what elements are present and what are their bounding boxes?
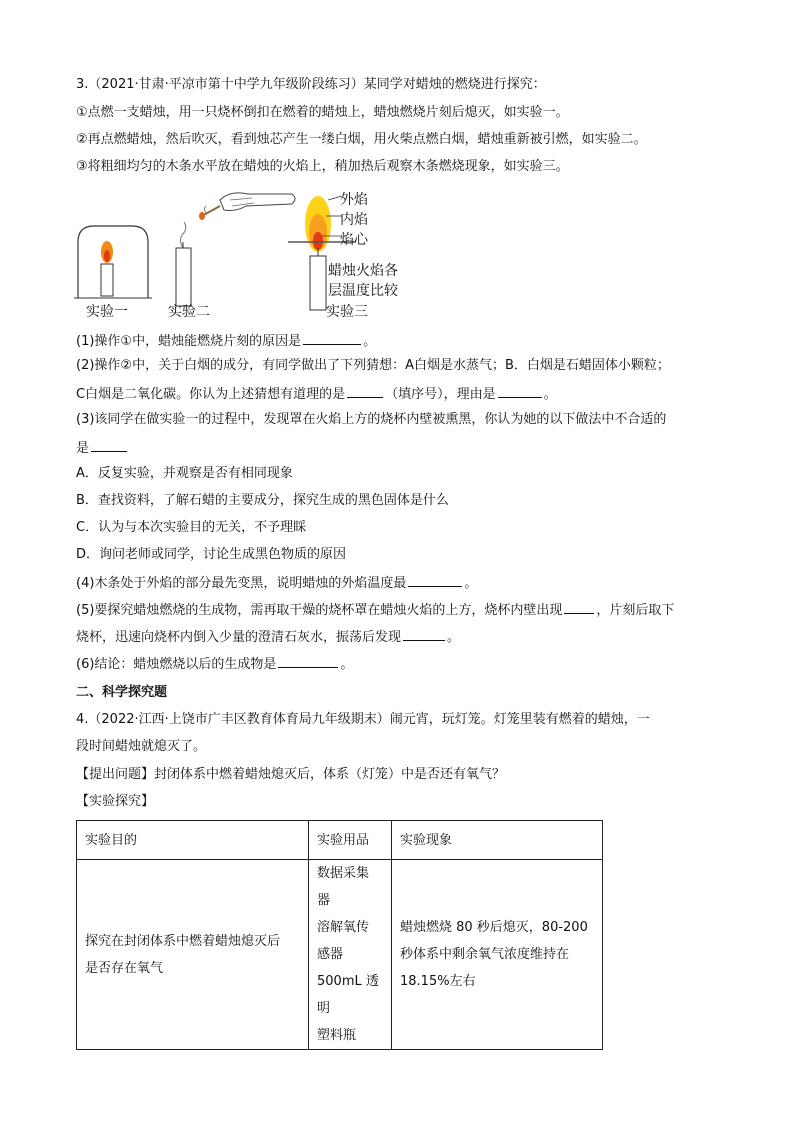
inner-flame-label: 内焰 xyxy=(340,212,368,228)
step-2: ②再点燃蜡烛，然后吹灭，看到烛芯产生一缕白烟，用火柴点燃白烟，蜡烛重新被引燃，如实验二。 xyxy=(76,132,647,147)
experiment-2-drawing xyxy=(176,193,295,306)
table-header-row xyxy=(77,821,603,860)
answer-blank[interactable] xyxy=(303,331,361,345)
sub-question-3-line-2: 是 xyxy=(76,438,129,458)
answer-blank[interactable] xyxy=(408,573,462,587)
answer-blank[interactable] xyxy=(403,627,445,641)
sub-question-5-line-1: (5)要探究蜡烛燃烧的生成物，需再取干燥的烧杯罩在蜡烛火焰的上方，烧杯内壁出现 ，片刻后取下 xyxy=(76,600,674,620)
answer-blank[interactable] xyxy=(91,438,127,452)
caption-experiment-1: 实验一 xyxy=(86,304,128,320)
answer-blank[interactable] xyxy=(278,654,338,668)
problem-statement: 【提出问题】封闭体系中燃着蜡烛熄灭后，体系（灯笼）中是否还有氧气？ xyxy=(76,767,506,782)
sub-question-1: (1)操作①中，蜡烛能燃烧片刻的原因是 。 xyxy=(76,331,376,351)
header-phenomenon: 实验现象 xyxy=(392,821,603,860)
experiment-1-drawing xyxy=(74,226,152,298)
cell-phenomenon: 蜡烛燃烧 80 秒后熄灭，80-200 秒体系中剩余氧气浓度维持在 18.15%左右 xyxy=(392,860,603,1050)
answer-blank[interactable] xyxy=(564,600,594,614)
option-c: C．认为与本次实验目的无关，不予理睬 xyxy=(76,520,307,535)
question-4-line-1: 4.（2022·江西·上饶市广丰区教育体育局九年级期末）闹元宵，玩灯笼。灯笼里装有燃着的蜡烛，一 xyxy=(76,712,650,727)
step-3: ③将粗细均匀的木条水平放在蜡烛的火焰上，稍加热后观察木条燃烧现象，如实验三。 xyxy=(76,159,569,174)
caption-experiment-3: 实验三 xyxy=(326,304,368,320)
header-tools: 实验用品 xyxy=(309,821,392,860)
table-row xyxy=(77,860,603,1050)
header-purpose: 实验目的 xyxy=(77,821,309,860)
flame-core-label: 焰心 xyxy=(340,232,368,248)
cell-purpose: 探究在封闭体系中燃着蜡烛熄灭后 是否存在氧气 xyxy=(77,860,309,1050)
question-4-line-2: 段时间蜡烛就熄灭了。 xyxy=(76,739,207,754)
section-title: 二、科学探究题 xyxy=(76,685,168,700)
sub-question-3-line-1: (3)该同学在做实验一的过程中，发现罩在火焰上方的烧杯内壁被熏黑，你认为她的以下做法中不合适的 xyxy=(76,412,667,427)
step-1: ①点燃一支蜡烛，用一只烧杯倒扣在燃着的蜡烛上，蜡烛燃烧片刻后熄灭，如实验一。 xyxy=(76,105,569,120)
option-b: B．查找资料，了解石蜡的主要成分，探究生成的黑色固体是什么 xyxy=(76,493,449,508)
caption-experiment-2: 实验二 xyxy=(168,304,210,320)
experiment-table xyxy=(76,820,603,1050)
answer-blank[interactable] xyxy=(498,384,542,398)
sub-question-2-line-1: (2)操作②中，关于白烟的成分，有同学做出了下列猜想：A白烟是水蒸气；B．白烟是石蜡固体小颗粒； xyxy=(76,358,670,373)
flame-note-line-1: 蜡烛火焰各 xyxy=(328,263,398,279)
option-a: A．反复实验，并观察是否有相同现象 xyxy=(76,466,293,481)
sub-question-4: (4)木条处于外焰的部分最先变黑，说明蜡烛的外焰温度最 。 xyxy=(76,573,477,593)
answer-blank[interactable] xyxy=(347,384,383,398)
flame-note-line-2: 层温度比较 xyxy=(328,283,398,299)
sub-question-6: (6)结论：蜡烛燃烧以后的生成物是 。 xyxy=(76,654,353,674)
sub-question-5-line-2: 烧杯，迅速向烧杯内倒入少量的澄清石灰水，振荡后发现 。 xyxy=(76,627,460,647)
cell-tools: 数据采集 器 溶解氧传 感器 500mL 透明 塑料瓶 xyxy=(309,860,392,1050)
candle-experiments-drawing xyxy=(70,186,490,322)
option-d: D．询问老师或同学，讨论生成黑色物质的原因 xyxy=(76,547,347,562)
experiment-heading: 【实验探究】 xyxy=(76,794,155,809)
question-3-header: 3.（2021·甘肃·平凉市第十中学九年级阶段练习）某同学对蜡烛的燃烧进行探究： xyxy=(76,77,546,92)
sub-question-2-line-2: C白烟是二氧化碳。你认为上述猜想有道理的是 （填序号），理由是 。 xyxy=(76,384,557,404)
outer-flame-label: 外焰 xyxy=(340,192,368,208)
experiment-figure xyxy=(70,186,490,322)
